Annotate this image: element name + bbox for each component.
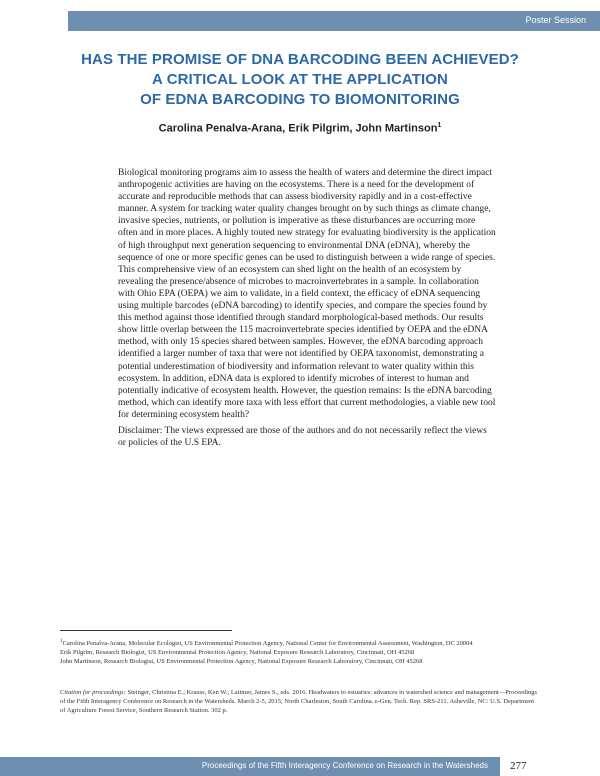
footnote-line: John Martinson, Research Biologist, US Environmental Protection Agency, National Exposure Research Laboratory, Cincinnati, OH 45268 [60,658,423,666]
footnote-line: Erik Pilgrim, Research Biologist, US Environmental Protection Agency, National Exposure Research Laboratory, Cincinnati, OH 45268 [60,649,415,657]
footnote-marker: 1 [60,639,63,644]
footnote-divider [60,630,232,631]
footnote-line: $^1$Carolina Penalva-Arana, Molecular Ecologist, US Environmental Protection Agency, National Center for Environmental Assessment, Washington, DC 20004 [60,639,473,648]
footer-bar [0,757,500,776]
footnotes [60,637,542,666]
citation-text: Steinger, Christina E.; Krauss, Ken W.; Latimer, James S., eds. 2016. Headwaters to estuaries: advances in watershed science and management—Proceedings of the Fifth Interagency Conference on Research in the Watersheds. March 2-5, 2015, North Charleston, South Carolina. e-Gen. Tech. Rep. SRS-211. Asheville, NC: U.S. Department of Agriculture Forest Service, Southern Research Station. 302 p. [60,689,538,714]
author-list [60,122,540,135]
title-line-1: HAS THE PROMISE OF DNA BARCODING BEEN ACHIEVED? [81,51,519,68]
page-number: 277 [510,760,527,772]
disclaimer-text: Disclaimer: The views expressed are those of the authors and do not necessarily reflect the views or policies of the U.S EPA. [118,426,487,449]
author-names: Carolina Penalva-Arana, Erik Pilgrim, John Martinson [158,122,438,135]
title-line-2: A CRITICAL LOOK AT THE APPLICATION [152,71,448,88]
header-bar [68,11,600,31]
citation-label: Citation for proceedings: [60,689,126,696]
section-tag: Poster Session [525,15,586,25]
author-footnote-marker: 1 [437,122,442,129]
title-line-3: OF EDNA BARCODING TO BIOMONITORING [140,91,460,108]
proceedings-title: Proceedings of the Fifth Interagency Conference on Research in the Watersheds [201,761,488,770]
abstract-text: Biological monitoring programs aim to assess the health of waters and determine the direct impact anthropogenic activities are having on the ecosystems. There is a need for the development of accurate and reproducible methods that can assess biodiversity rapidly and in a cost-effective manner. A system for tracking water quality changes brought on by such things as climate change, invasive species, nutrients, or pollution is imperative as these disturbances are occurring more often and in more places. A highly touted new strategy for evaluating biodiversity is the application of high throughput next generation sequencing to environmental DNA (eDNA), whereby the sequence of one or more specific genes can be used to distinguish between a wide range of species. This comprehensive view of an ecosystem can shed light on the health of an ecosystem by revealing the presence/absence of microbes to macroinvertebrates in a sample. In collaboration with Ohio EPA (OEPA) we aim to validate, in a field context, the efficacy of eDNA sequencing using multiple barcodes (eDNA barcoding) to identify species, and compare the species found by this method against those identified through standard morphological-based methods. Our results show little overlap between the 115 macroinvertebrate species identified by OEPA and the eDNA method, with only 15 species shared between samples. However, the eDNA barcoding approach identified a larger number of taxa that were not identified by OEPA taxonomist, demonstrating a potential underestimation of biodiversity and information relevant to water quality within this ecosystem. In addition, eDNA data is explored to identify microbes of interest to human and potentially indicative of ecosystem health. However, the question remains: Is the eDNA barcoding method, which can identify more taxa with less effort that current methodologies, a viable new tool for determining ecosystem health? [118,168,496,420]
citation-block [60,688,540,715]
paper-title [60,50,540,110]
